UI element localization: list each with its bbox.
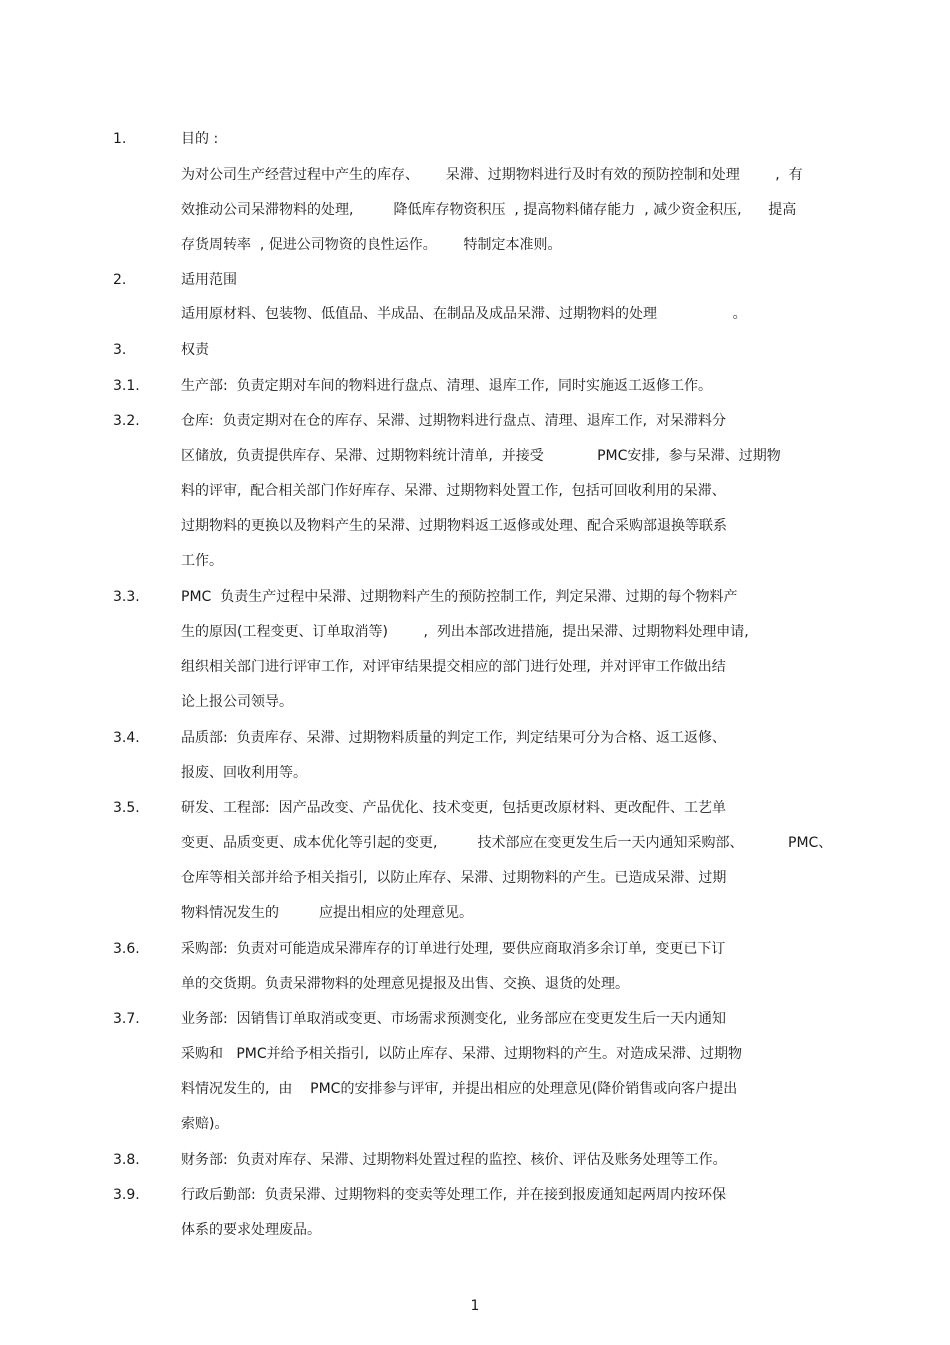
section-heading-line: 生产部: 负责定期对车间的物料进行盘点、清理、退库工作, 同时实施返工返修工作。 [181,378,712,394]
section-number: 3.2. [113,413,140,429]
section-number: 2. [113,272,127,288]
section-number: 3.8. [113,1152,140,1168]
section-number: 1. [113,131,127,147]
section-body-line: 效推动公司呆滞物料的处理, 降低库存物资积压 , 提高物料储存能力 , 减少资金积压, 提高 [181,202,797,218]
section-heading-line: 财务部: 负责对库存、呆滞、过期物料处置过程的监控、核价、评估及账务处理等工作。 [181,1152,727,1168]
section-body-line: 仓库等相关部并给予相关指引, 以防止库存、呆滞、过期物料的产生。已造成呆滞、过期 [181,870,727,886]
section-body-line: 工作。 [181,553,223,569]
section-body-line: 报废、回收利用等。 [181,765,307,781]
section-body-line: 料的评审, 配合相关部门作好库存、呆滞、过期物料处置工作, 包括可回收利用的呆滞、 [181,483,726,499]
section-body-line: 组织相关部门进行评审工作, 对评审结果提交相应的部门进行处理, 并对评审工作做出结 [181,659,726,675]
section-number: 3.7. [113,1011,140,1027]
section-body-line: 适用原材料、包装物、低值品、半成品、在制品及成品呆滞、过期物料的处理 。 [181,306,747,322]
section-body-line: 物料情况发生的 应提出相应的处理意见。 [181,905,474,921]
section-body-line: 为对公司生产经营过程中产生的库存、 呆滞、过期物料进行及时有效的预防控制和处理 , 有 [181,167,803,183]
section-heading-line: 仓库: 负责定期对在仓的库存、呆滞、过期物料进行盘点、清理、退库工作, 对呆滞料分 [181,413,726,429]
section-body-line: 过期物料的更换以及物料产生的呆滞、过期物料返工返修或处理、配合采购部退换等联系 [181,518,727,534]
section-heading-line: 目的 : [181,131,219,147]
section-body-line: 论上报公司领导。 [181,694,293,710]
section-heading-line: 业务部: 因销售订单取消或变更、市场需求预测变化, 业务部应在变更发生后一天内通知 [181,1011,726,1027]
section-heading-line: 行政后勤部: 负责呆滞、过期物料的变卖等处理工作, 并在接到报废通知起两周内按环保 [181,1187,726,1203]
section-body-line: 索赔)。 [181,1116,229,1132]
section-body-line: 料情况发生的, 由 PMC的安排参与评审, 并提出相应的处理意见(降价销售或向客户提出 [181,1081,738,1097]
section-heading-line: 权责 [181,342,209,358]
section-body-line: 体系的要求处理废品。 [181,1222,321,1238]
section-number: 3.4. [113,730,140,746]
section-number: 3.9. [113,1187,140,1203]
section-body-line: 单的交货期。负责呆滞物料的处理意见提报及出售、交换、退货的处理。 [181,976,629,992]
section-heading-line: 适用范围 [181,272,237,288]
section-number: 3.5. [113,800,140,816]
section-body-line: 变更、品质变更、成本优化等引起的变更, 技术部应在变更发生后一天内通知采购部、 PMC、 [181,835,833,851]
page-number: 1 [470,1298,480,1314]
section-heading-line: 研发、工程部: 因产品改变、产品优化、技术变更, 包括更改原材料、更改配件、工艺单 [181,800,726,816]
section-heading-line: 采购部: 负责对可能造成呆滞库存的订单进行处理, 要供应商取消多余订单, 变更已下订 [181,941,726,957]
section-heading-line: PMC 负责生产过程中呆滞、过期物料产生的预防控制工作, 判定呆滞、过期的每个物料产 [181,589,738,605]
section-body-line: 存货周转率 , 促进公司物资的良性运作。 特制定本准则。 [181,237,562,253]
section-number: 3.1. [113,378,140,394]
section-number: 3. [113,342,127,358]
section-body-line: 生的原因(工程变更、订单取消等) , 列出本部改进措施, 提出呆滞、过期物料处理申请, [181,624,749,640]
section-number: 3.3. [113,589,140,605]
section-body-line: 采购和 PMC并给予相关指引, 以防止库存、呆滞、过期物料的产生。对造成呆滞、过期物 [181,1046,742,1062]
section-number: 3.6. [113,941,140,957]
section-body-line: 区储放, 负责提供库存、呆滞、过期物料统计清单, 并接受 PMC安排, 参与呆滞、过期物 [181,448,781,464]
section-heading-line: 品质部: 负责库存、呆滞、过期物料质量的判定工作, 判定结果可分为合格、返工返修、 [181,730,726,746]
